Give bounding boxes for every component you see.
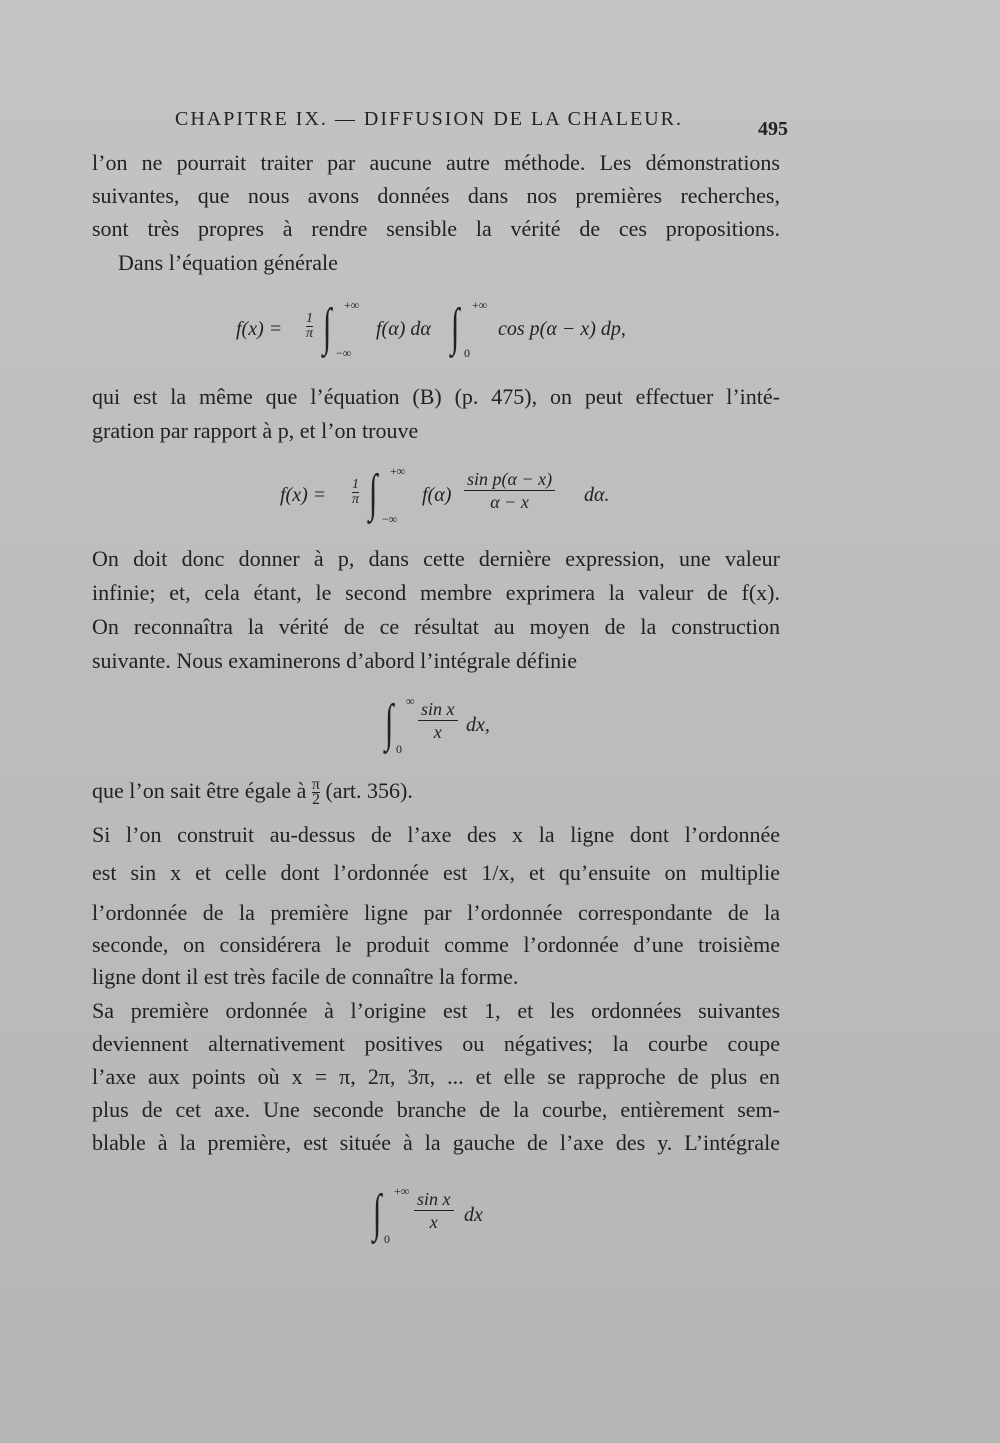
eq4-num: sin x — [414, 1188, 454, 1211]
eq1-int2-lower: 0 — [464, 346, 470, 360]
text-line: sont très propres à rendre sensible la vérité de ces propositions. — [92, 216, 780, 241]
eq4-den: x — [429, 1212, 438, 1232]
eq2-frac-num: 1 — [352, 477, 359, 492]
eq1-frac-den: π — [306, 326, 314, 341]
eq3-int-upper: ∞ — [406, 694, 415, 708]
text-line: infinie; et, cela étant, le second membre exprimera la valeur de f(x). — [92, 580, 780, 605]
eq1-int1-upper: +∞ — [344, 298, 360, 312]
text-line: On doit donc donner à p, dans cette dernière expression, une valeur — [92, 546, 780, 571]
eq2-frac-den: π — [352, 492, 360, 507]
running-header: CHAPITRE IX. — DIFFUSION DE LA CHALEUR. — [175, 108, 684, 130]
eq2-int-upper: +∞ — [390, 464, 406, 478]
eq4-int-lower: 0 — [384, 1232, 390, 1246]
eq2-den: α − x — [490, 492, 529, 512]
page-number: 495 — [758, 118, 788, 140]
text-line: l’ordonnée de la première ligne par l’ordonnée correspondante de la — [92, 900, 780, 925]
eq3-num: sin x — [418, 698, 458, 721]
text-line: seconde, on considérera le produit comme l’ordonnée d’une troisième — [92, 932, 780, 957]
eq1-mid: f(α) dα — [376, 318, 431, 340]
text-line — [92, 778, 413, 807]
text-line: blable à la première, est située à la gauche de l’axe des y. L’intégrale — [92, 1130, 780, 1155]
text-line: Si l’on construit au-dessus de l’axe des x la ligne dont l’ordonnée — [92, 822, 780, 847]
para4-after: (art. 356). — [325, 778, 413, 803]
text-line: l’on ne pourrait traiter par aucune autre méthode. Les démonstrations — [92, 150, 780, 175]
pi-over-2-fraction — [312, 778, 320, 807]
eq2-mid: f(α) — [422, 484, 452, 506]
eq1-rhs: cos p(α − x) dp, — [498, 318, 626, 340]
text-line: deviennent alternativement positives ou négatives; la courbe coupe — [92, 1031, 780, 1056]
eq4-int-upper: +∞ — [394, 1184, 410, 1198]
eq3-fraction — [418, 698, 458, 743]
integral-sign-icon: ∫ — [372, 1185, 382, 1242]
text-line: l’axe aux points où x = π, 2π, 3π, ... et elle se rapproche de plus en — [92, 1064, 780, 1089]
eq2-int-lower: −∞ — [382, 512, 398, 526]
integral-sign-icon: ∫ — [368, 465, 378, 522]
eq2-fraction — [352, 478, 359, 507]
text-line: qui est la même que l’équation (B) (p. 475), on peut effectuer l’inté- — [92, 384, 780, 409]
eq1-frac-num: 1 — [306, 311, 313, 326]
eq3-den: x — [433, 722, 442, 742]
eq1-lhs: f(x) = — [236, 318, 283, 340]
equation-4 — [370, 1184, 530, 1248]
text-line: plus de cet axe. Une seconde branche de la courbe, entièrement sem- — [92, 1097, 780, 1122]
text-line: gration par rapport à p, et l’on trouve — [92, 418, 419, 443]
equation-2 — [280, 464, 620, 528]
text-line: est sin x et celle dont l’ordonnée est 1/x, et qu’ensuite on multiplie — [92, 860, 780, 885]
eq1-int2-upper: +∞ — [472, 298, 488, 312]
equation-3 — [382, 694, 542, 758]
text-line: Sa première ordonnée à l’origine est 1, et les ordonnées suivantes — [92, 998, 780, 1023]
eq3-int-lower: 0 — [396, 742, 402, 756]
eq4-rhs: dx — [464, 1204, 483, 1226]
eq2-lhs: f(x) = — [280, 484, 327, 506]
para4-before: que l’on sait être égale à — [92, 778, 307, 803]
integral-sign-icon: ∫ — [384, 695, 394, 752]
text-line: Dans l’équation générale — [118, 250, 338, 275]
text-line: On reconnaîtra la vérité de ce résultat au moyen de la construction — [92, 614, 780, 639]
para4-frac-den: 2 — [311, 791, 320, 809]
text-line: ligne dont il est très facile de connaître la forme. — [92, 964, 519, 989]
text-line: suivantes, que nous avons données dans nos premières recherches, — [92, 183, 780, 208]
integral-sign-icon: ∫ — [450, 299, 460, 356]
integral-sign-icon: ∫ — [322, 299, 332, 356]
eq3-rhs: dx, — [466, 714, 490, 736]
eq1-fraction — [306, 312, 313, 341]
para4-frac-num: π — [311, 776, 320, 794]
eq2-rhs: dα. — [584, 484, 610, 506]
text-line: suivante. Nous examinerons d’abord l’intégrale définie — [92, 648, 578, 673]
eq2-num: sin p(α − x) — [464, 468, 555, 491]
eq2-main-fraction — [464, 468, 555, 513]
eq4-fraction — [414, 1188, 454, 1233]
eq1-int1-lower: −∞ — [336, 346, 352, 360]
